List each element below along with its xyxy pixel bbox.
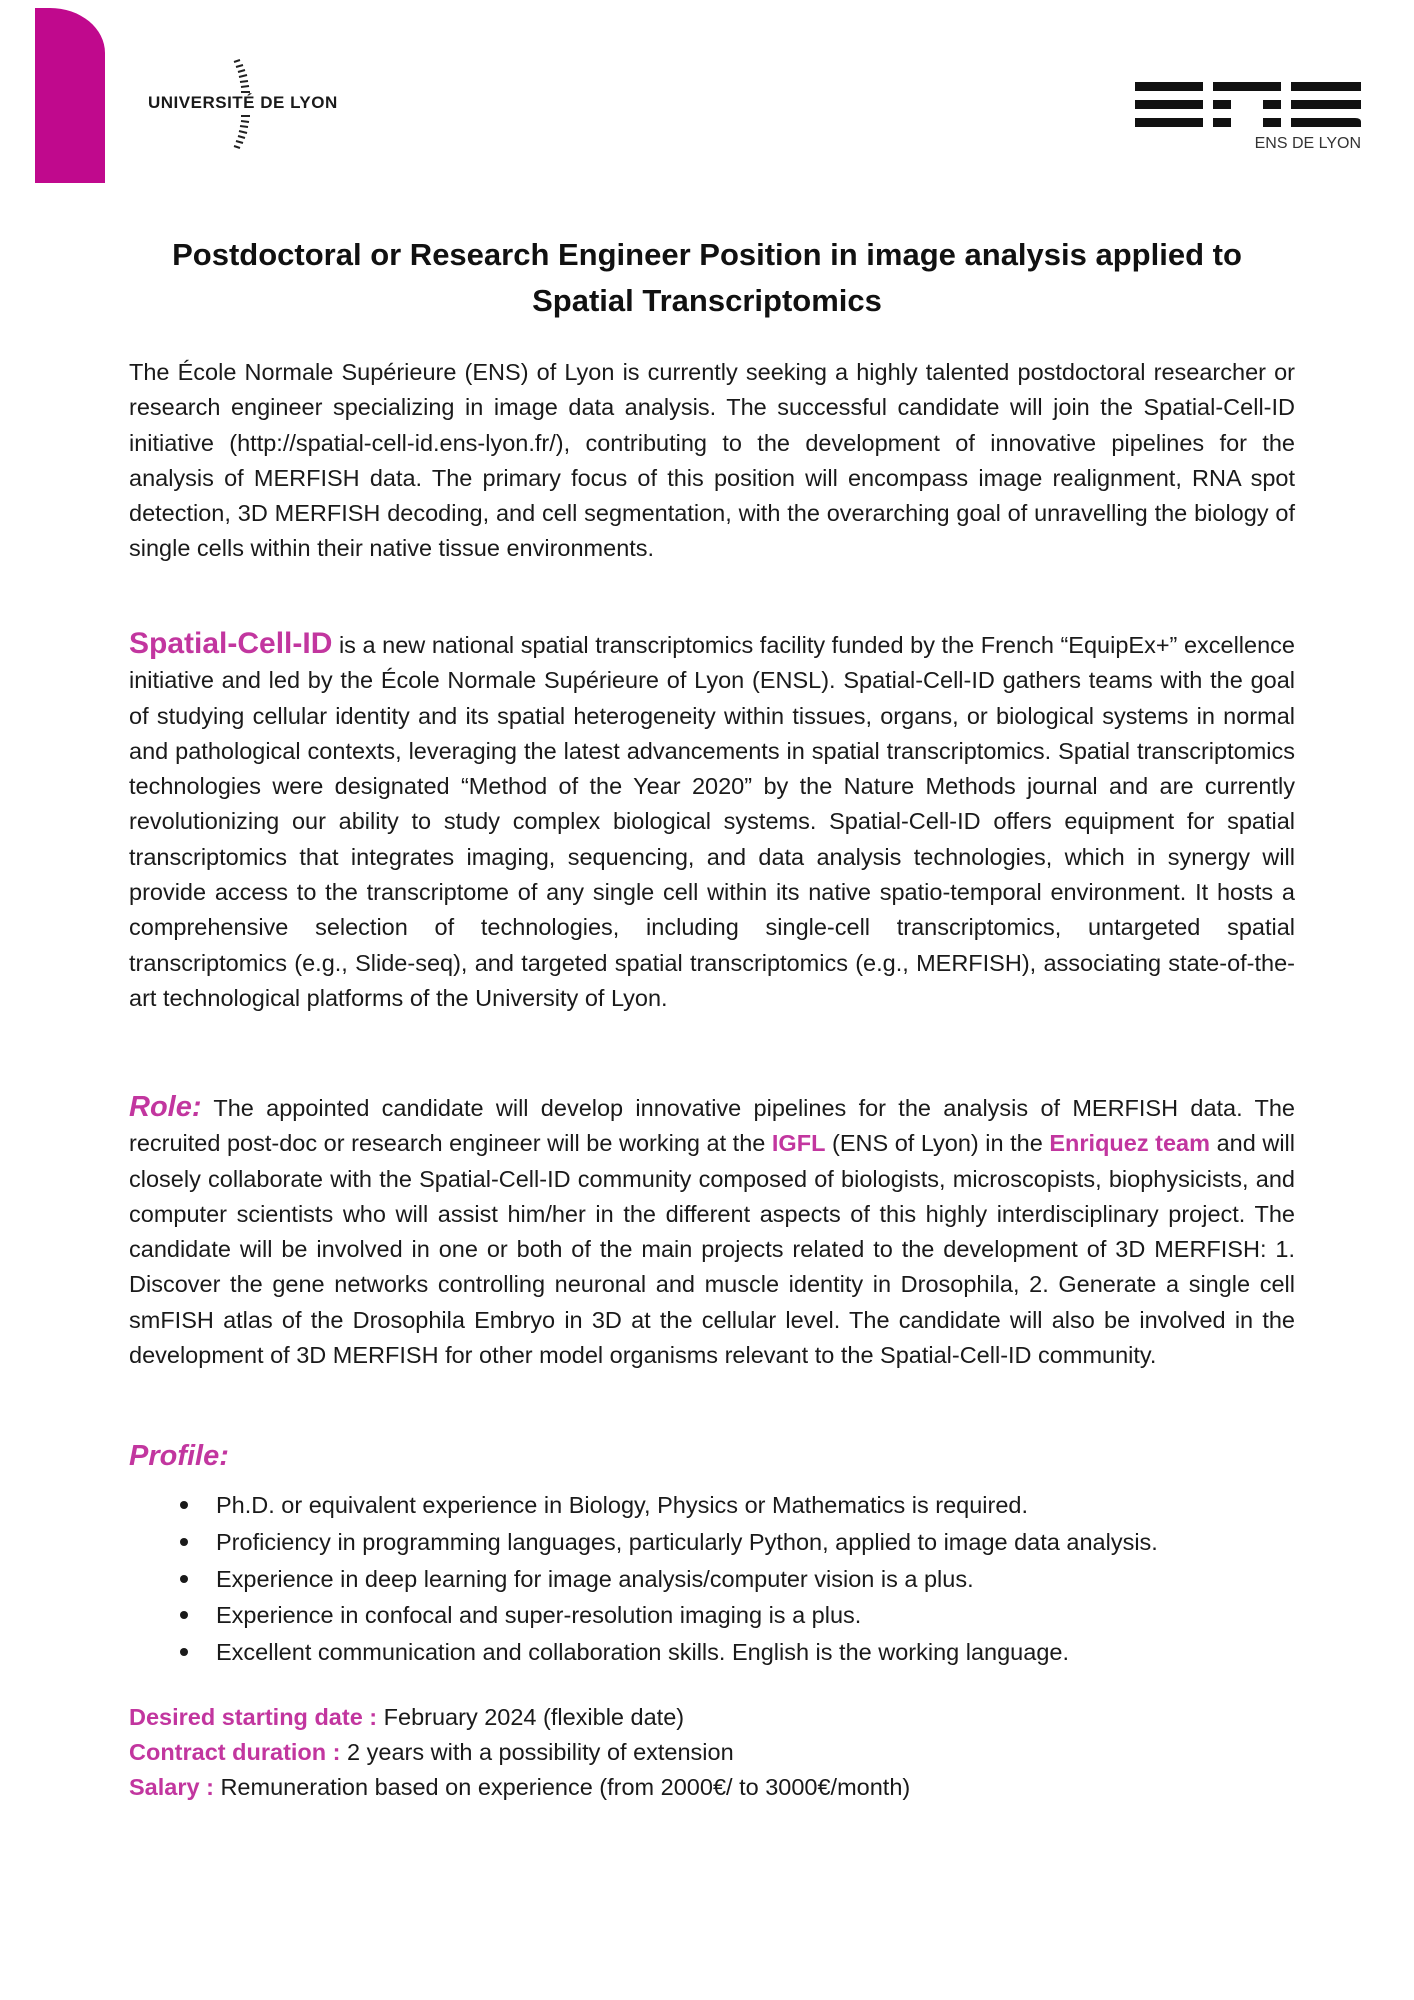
list-item — [180, 1561, 1320, 1598]
list-item-text: Experience in confocal and super-resolution imaging is a plus. — [216, 1602, 862, 1629]
ens-de-lyon-caption: ENS DE LYON — [1254, 135, 1361, 152]
salary-label: Salary : — [129, 1774, 221, 1800]
enriquez-team-link[interactable]: Enriquez team — [1049, 1130, 1211, 1157]
spatial-cell-id-paragraph — [129, 626, 1295, 1016]
contract-duration-label: Contract duration : — [129, 1739, 348, 1765]
list-item — [180, 1524, 1320, 1561]
list-item-text: Proficiency in programming languages, particularly Python, applied to image data analysis. — [216, 1528, 1158, 1555]
spatial-cell-id-heading: Spatial-Cell-ID — [129, 627, 333, 660]
profile-heading: Profile: — [129, 1440, 229, 1472]
role-heading: Role: — [129, 1091, 202, 1123]
list-item-text: Experience in deep learning for image analysis/computer vision is a plus. — [216, 1565, 974, 1592]
list-item — [180, 1634, 1320, 1671]
role-text-1: The appointed candidate will develop innovative pipelines for the analysis of MERFISH data. The recruited post-doc or research engineer will be working at the — [129, 1095, 1295, 1157]
start-date-line — [129, 1700, 684, 1735]
list-item — [180, 1597, 1320, 1634]
magenta-logo-block — [35, 8, 105, 183]
list-item-text: Excellent communication and collaboration skills. English is the working language. — [216, 1639, 1069, 1666]
start-date-value: February 2024 (flexible date) — [383, 1704, 685, 1730]
role-paragraph — [129, 1090, 1295, 1373]
contract-duration-value: 2 years with a possibility of extension — [347, 1739, 734, 1765]
salary-line — [129, 1770, 910, 1805]
bullet-icon — [180, 1611, 188, 1619]
page-title — [100, 232, 1314, 324]
list-item-text: Ph.D. or equivalent experience in Biology, Physics or Mathematics is required. — [216, 1492, 1029, 1518]
title-line-1: Postdoctoral or Research Engineer Position in image analysis applied to — [172, 237, 1242, 272]
ens-bars-icon — [1135, 80, 1361, 130]
ens-de-lyon-logo — [1135, 80, 1361, 160]
bullet-icon — [180, 1648, 188, 1656]
list-item — [180, 1487, 1320, 1524]
role-text-2: (ENS of Lyon) in the — [825, 1130, 1050, 1157]
spatial-cell-id-body: is a new national spatial transcriptomics facility funded by the French “EquipEx+” excellence initiative and led by the École Normale Supérieure of Lyon (ENSL). Spatial-Cell-ID gathers teams with the goal of studying cellular identity and its spatial heterogeneity within tissues, organs, or biological systems in normal and pathological contexts, leveraging the latest advancements in spatial transcriptomics. Spatial transcriptomics technologies were designated “Method of the Year 2020” by the Nature Methods journal and are currently revolutionizing our ability to study complex biological systems. Spatial-Cell-ID offers equipment for spatial transcriptomics that integrates imaging, sequencing, and data analysis technologies, which in synergy will provide access to the transcriptome of any single cell within its native spatio-temporal environment. It hosts a comprehensive selection of technologies, including single-cell transcriptomics, untargeted spatial transcriptomics (e.g., Slide-seq), and targeted spatial transcriptomics (e.g., MERFISH), associating state-of-the-art technological platforms of the University of Lyon. — [129, 632, 1295, 1011]
igfl-link[interactable]: IGFL — [771, 1130, 826, 1157]
universite-de-lyon-logo — [148, 58, 348, 150]
universite-de-lyon-wordmark: UNIVERSITÉ DE LYON — [148, 93, 338, 112]
bullet-icon — [180, 1501, 188, 1509]
role-text-3: and will closely collaborate with the Spatial-Cell-ID community composed of biologists, microscopists, biophysicists, and computer scientists who will assist him/her in the different aspects of this highly interdisciplinary project. The candidate will be involved in one or both of the main projects related to the development of 3D MERFISH: 1. Discover the gene networks controlling neuronal and muscle identity in Drosophila, 2. Generate a single cell smFISH atlas of the Drosophila Embryo in 3D at the cellular level. The candidate will also be involved in the development of 3D MERFISH for other model organisms relevant to the Spatial-Cell-ID community. — [129, 1130, 1295, 1369]
bullet-icon — [180, 1575, 188, 1583]
profile-list — [180, 1487, 1320, 1671]
start-date-label: Desired starting date : — [129, 1704, 384, 1730]
salary-value: Remuneration based on experience (from 2000€/ to 3000€/month) — [220, 1774, 911, 1800]
intro-paragraph: The École Normale Supérieure (ENS) of Lyon is currently seeking a highly talented postdoctoral researcher or research engineer specializing in image data analysis. The successful candidate will join the Spatial-Cell-ID initiative (http://spatial-cell-id.ens-lyon.fr/), contributing to the development of innovative pipelines for the analysis of MERFISH data. The primary focus of this position will encompass image realignment, RNA spot detection, 3D MERFISH decoding, and cell segmentation, with the overarching goal of unravelling the biology of single cells within their native tissue environments. — [129, 359, 1295, 562]
contract-duration-line — [129, 1735, 734, 1770]
title-line-2: Spatial Transcriptomics — [532, 283, 882, 318]
bullet-icon — [180, 1538, 188, 1546]
